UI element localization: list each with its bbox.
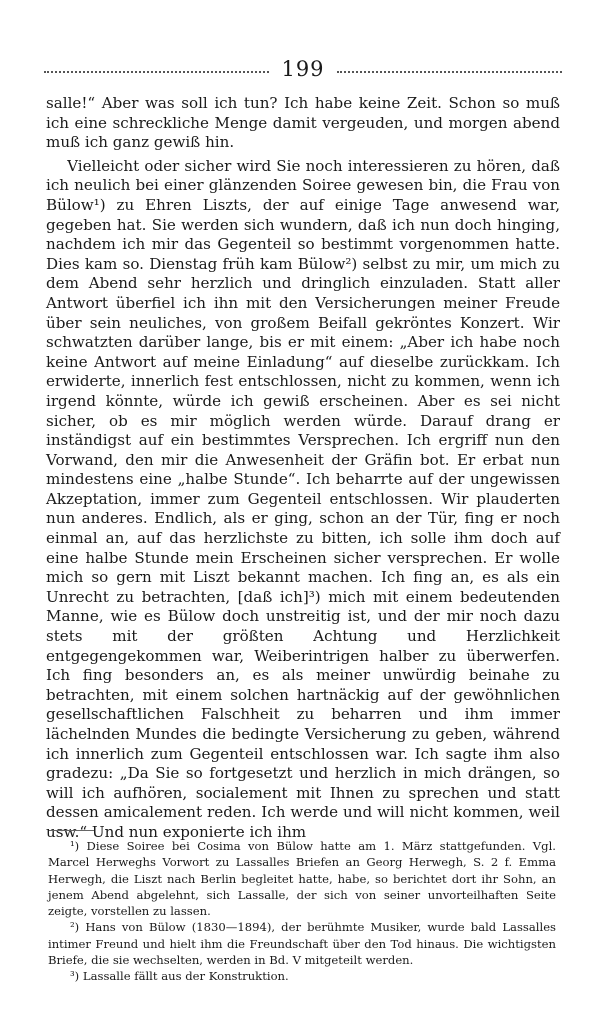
main-text <box>46 94 560 843</box>
footnotes <box>48 838 556 985</box>
footnote-1: ¹) Diese Soiree bei Cosima von Bülow hatte am 1. März stattgefunden. Vgl. Marcel Herweghs Vorwort zu Lassalles Briefen an Georg Herwegh, S. 2 f. Emma Herwegh, die Liszt nach Berlin begleitet hatte, habe, so berichtet dort ihr Sohn, an jenem Abend abgelehnt, sich Lassalle, der sich von seiner unvorteilhaften Seite zeigte, vorstellen zu lassen. <box>48 839 556 919</box>
paragraph-1: salle!“ Aber was soll ich tun? Ich habe keine Zeit. Schon so muß ich eine schreckliche Menge damit vergeuden, und morgen abend muß ich ganz gewiß hin. <box>46 94 560 152</box>
paragraph-2: Vielleicht oder sicher wird Sie noch interessieren zu hören, daß ich neulich bei einer glänzenden Soiree gewesen bin, die Frau von Bülow¹) zu Ehren Liszts, der auf einige Tage anwesend war, gegeben hat. Sie werden sich wundern, daß ich nun doch hinging, nachdem ich mir das Gegenteil so bestimmt vorgenommen hatte. Dies kam so. Dienstag früh kam Bülow²) selbst zu mir, um mich zu dem Abend sehr herzlich und dringlich einzuladen. Statt aller Antwort überfiel ich ihn mit den Versicherungen meiner Freude über sein neuliches, von großem Beifall gekröntes Konzert. Wir schwatzten darüber lange, bis er mit einem: „Aber ich habe noch keine Antwort auf meine Einladung“ auf dieselbe zurückkam. Ich erwiderte, innerlich fest entschlossen, nicht zu kommen, wenn ich irgend könnte, würde ich gewiß erscheinen. Aber es sei nicht sicher, ob es mir möglich werden würde. Darauf drang er inständigst auf ein bestimmtes Versprechen. Ich ergriff nun den Vorwand, den mir die Anwesenheit der Gräfin bot. Er erbat nun mindestens eine „halbe Stunde“. Ich beharrte auf der ungewissen Akzeptation, immer zum Gegenteil entschlossen. Wir plauderten nun anderes. Endlich, als er ging, schon an der Tür, fing er noch einmal an, auf das herzlichste zu bitten, ich solle ihm doch auf eine halbe Stunde mein Erscheinen sicher versprechen. Er wolle mich so gern mit Liszt bekannt machen. Ich fing an, es als ein Unrecht zu betrachten, [daß ich]³) mich mit einem bedeutenden Manne, wie es Bülow doch unstreitig ist, und der mir noch dazu stets mit der größten Achtung und Herzlichkeit entgegengekommen war, Weiberintrigen halber zu überwerfen. Ich fing besonders an, es als meiner unwürdig beinahe zu betrachten, mit einem solchen hartnäckig auf der gewöhnlichen gesellschaftlichen Falschheit zu beharren und ihm immer lächelnden Mundes die bedingte Versicherung zu geben, während ich innerlich zum Gegenteil entschlossen war. Ich sagte ihm also gradezu: „Da Sie so fortgesetzt und herzlich in mich drängen, so will ich aufhören, socialement mit Ihnen zu sprechen und statt dessen amicalement reden. Ich werde und will nicht kommen, weil usw.“ Und nun exponierte ich ihm <box>46 156 560 841</box>
footnote-3: ³) Lassalle fällt aus der Konstruktion. <box>70 969 289 984</box>
footnote-2: ²) Hans von Bülow (1830—1894), der berühmte Musiker, wurde bald Lassalles intimer Freund und hielt ihm die Freundschaft über den Tod hinaus. Die wichtigsten Briefe, die sie wechselten, werden in Bd. V mitgeteilt werden. <box>48 920 556 968</box>
footnote-separator <box>49 830 94 831</box>
header-rule-left <box>44 71 269 73</box>
page-number: 199 <box>281 57 325 81</box>
header-rule-right <box>337 71 562 73</box>
page-header <box>44 57 562 81</box>
